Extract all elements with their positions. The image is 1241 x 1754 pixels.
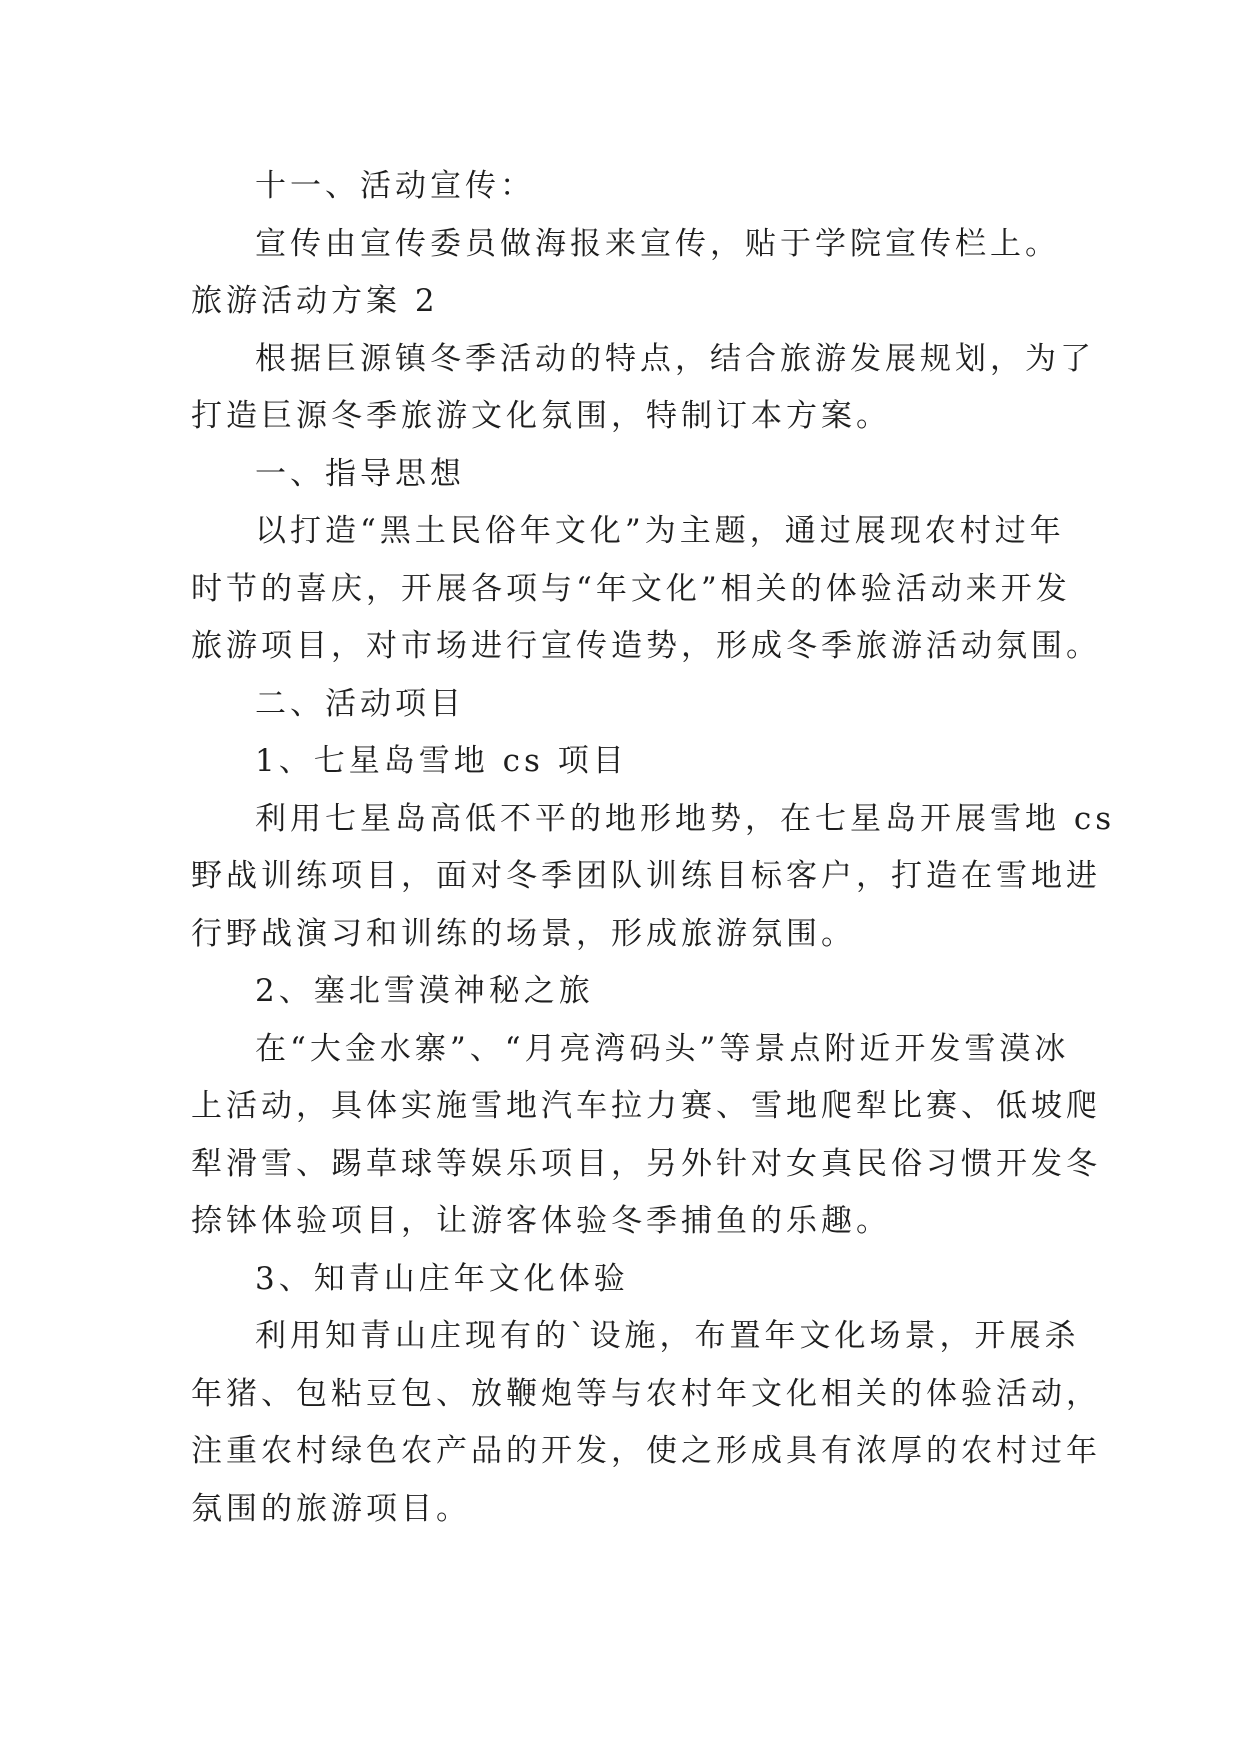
- paragraph-line: 时节的喜庆，开展各项与“年文化”相关的体验活动来开发: [191, 570, 1071, 607]
- document-body: [191, 158, 1116, 1538]
- subheading: 2、塞北雪漠神秘之旅: [255, 973, 594, 1009]
- subheading: 3、知青山庄年文化体验: [255, 1260, 629, 1297]
- section-heading: 旅游活动方案 2: [191, 283, 439, 319]
- paragraph-line: 野战训练项目，面对冬季团队训练目标客户，打造在雪地进: [191, 858, 1101, 894]
- subheading: 一、指导思想: [255, 455, 465, 492]
- paragraph-line: 旅游项目，对市场进行宣传造势，形成冬季旅游活动氛围。: [191, 628, 1101, 664]
- paragraph-line: 犁滑雪、踢草球等娱乐项目，另外针对女真民俗习惯开发冬: [191, 1145, 1101, 1182]
- paragraph-line: 年猪、包粘豆包、放鞭炮等与农村年文化相关的体验活动，: [191, 1375, 1101, 1412]
- paragraph-line: 行野战演习和训练的场景，形成旅游氛围。: [191, 915, 856, 952]
- paragraph-line: 十一、活动宣传：: [255, 168, 535, 204]
- paragraph-line: 根据巨源镇冬季活动的特点，结合旅游发展规划，为了: [255, 340, 1095, 377]
- paragraph-line: 在“大金水寨”、“月亮湾码头”等景点附近开发雪漠冰: [255, 1030, 1070, 1067]
- paragraph-line: 捺钵体验项目，让游客体验冬季捕鱼的乐趣。: [191, 1203, 891, 1239]
- paragraph-line: 利用知青山庄现有的`设施，布置年文化场景，开展杀: [255, 1318, 1080, 1354]
- subheading: 1、七星岛雪地 cs 项目: [255, 743, 628, 779]
- paragraph-line: 以打造“黑土民俗年文化”为主题，通过展现农村过年: [255, 513, 1065, 549]
- paragraph-line: 氛围的旅游项目。: [191, 1490, 471, 1527]
- paragraph-line: 宣传由宣传委员做海报来宣传，贴于学院宣传栏上。: [255, 225, 1060, 262]
- paragraph-line: 注重农村绿色农产品的开发，使之形成具有浓厚的农村过年: [191, 1433, 1101, 1469]
- paragraph-line: 打造巨源冬季旅游文化氛围，特制订本方案。: [191, 398, 891, 434]
- paragraph-line: 利用七星岛高低不平的地形地势，在七星岛开展雪地 cs: [255, 800, 1116, 837]
- paragraph-line: 上活动，具体实施雪地汽车拉力赛、雪地爬犁比赛、低坡爬: [191, 1088, 1101, 1124]
- subheading: 二、活动项目: [255, 685, 465, 722]
